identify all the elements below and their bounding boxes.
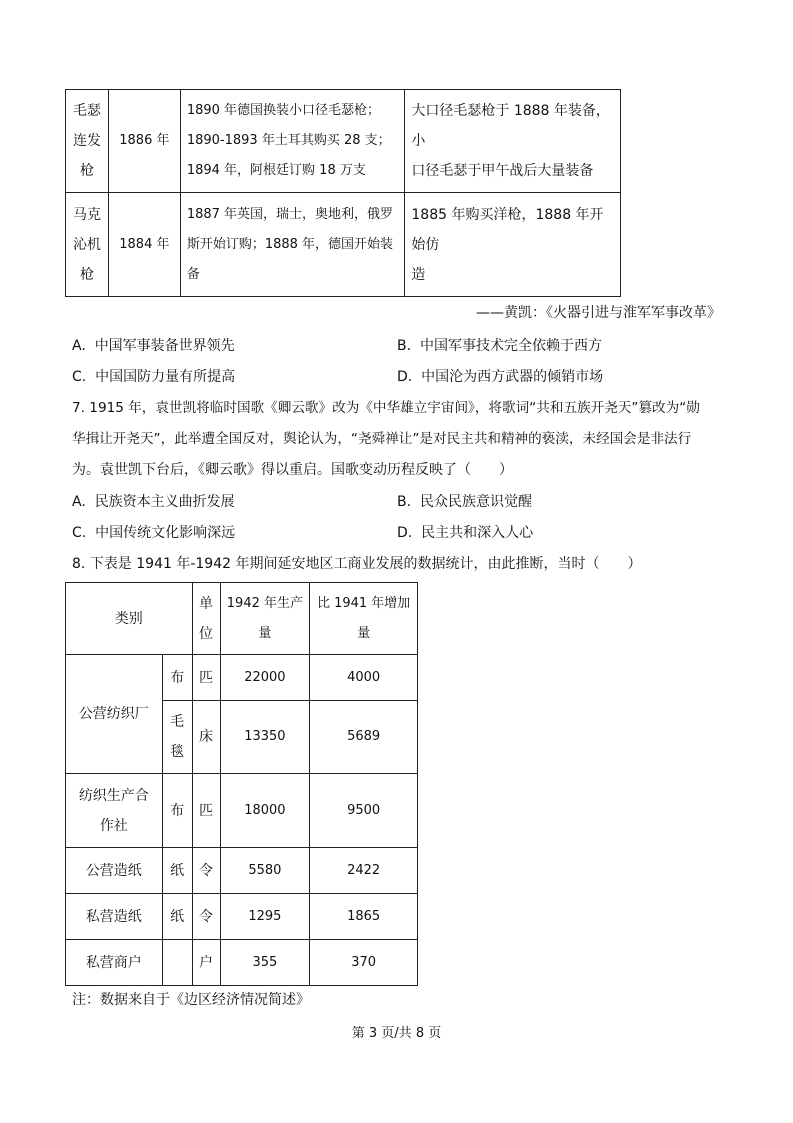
q7-stem-line1: 7. 1915 年，袁世凯将临时国歌《卿云歌》改为《中华雄立宇宙间》，将歌词“共和五族开尧天”篡改为“勋 (72, 400, 700, 416)
foreign-adoption: 1890 年德国换装小口径毛瑟枪； 1890-1893 年土耳其购买 28 支； 1894 年，阿根廷订购 18 万支 (180, 90, 405, 193)
table-row (66, 90, 621, 193)
row-unit: 匹 (192, 774, 220, 848)
row-increase: 1865 (310, 894, 418, 940)
row-increase: 9500 (310, 774, 418, 848)
header-unit: 单 位 (192, 583, 220, 655)
table-row (66, 848, 418, 894)
q7-stem-line2: 华揖让开尧天”，此举遭全国反对，舆论认为，“尧舜禅让”是对民主共和精神的亵渎，未经国会是非法行 (72, 431, 692, 447)
q6-option-b[interactable]: B. 中国军事技术完全依赖于西方 (397, 338, 602, 354)
row-item: 纸 (162, 894, 192, 940)
q7-option-c[interactable]: C. 中国传统文化影响深远 (72, 525, 236, 541)
row-item: 毛 毯 (162, 701, 192, 774)
weapon-name: 毛瑟 连发 枪 (66, 90, 109, 193)
q6-option-d[interactable]: D. 中国沦为西方武器的倾销市场 (397, 369, 604, 385)
row-group: 私营商户 (66, 940, 163, 986)
header-increase: 比 1941 年增加 量 (310, 583, 418, 655)
row-unit: 令 (192, 894, 220, 940)
foreign-adoption: 1887 年英国，瑞士，奥地利，俄罗 斯开始订购；1888 年，德国开始装 备 (180, 193, 405, 297)
row-item (162, 940, 192, 986)
row-production: 13350 (220, 701, 310, 774)
table1-source: ——黄凯：《火器引进与淮军军事改革》 (476, 305, 721, 321)
q6-option-c[interactable]: C. 中国国防力量有所提高 (72, 369, 236, 385)
table-row (66, 655, 418, 701)
row-item: 纸 (162, 848, 192, 894)
weapons-table (65, 89, 621, 297)
row-increase: 370 (310, 940, 418, 986)
row-group: 私营造纸 (66, 894, 163, 940)
row-production: 1295 (220, 894, 310, 940)
row-group: 公营造纸 (66, 848, 163, 894)
q8-note: 注：数据来自于《边区经济情况简述》 (72, 992, 310, 1008)
economy-table (65, 582, 418, 986)
q7-stem-line3: 为。袁世凯下台后，《卿云歌》得以重启。国歌变动历程反映了（ ） (72, 462, 513, 478)
row-increase: 5689 (310, 701, 418, 774)
row-unit: 户 (192, 940, 220, 986)
row-unit: 床 (192, 701, 220, 774)
q8-stem: 8. 下表是 1941 年-1942 年期间延安地区工商业发展的数据统计，由此推断，当时（ ） (72, 556, 642, 572)
row-item: 布 (162, 774, 192, 848)
page-footer: 第 3 页/共 8 页 (351, 1026, 442, 1041)
header-category: 类别 (66, 583, 193, 655)
row-production: 18000 (220, 774, 310, 848)
row-increase: 2422 (310, 848, 418, 894)
table-row (66, 894, 418, 940)
table-header-row (66, 583, 418, 655)
row-item: 布 (162, 655, 192, 701)
row-unit: 匹 (192, 655, 220, 701)
row-production: 5580 (220, 848, 310, 894)
q7-option-d[interactable]: D. 民主共和深入人心 (397, 525, 534, 541)
q7-option-b[interactable]: B. 民众民族意识觉醒 (397, 494, 532, 510)
weapon-name: 马克 沁机 枪 (66, 193, 109, 297)
q6-option-a[interactable]: A. 中国军事装备世界领先 (72, 338, 235, 354)
china-adoption: 1885 年购买洋枪，1888 年开始仿 造 (405, 193, 621, 297)
header-production: 1942 年生产 量 (220, 583, 310, 655)
table-row (66, 774, 418, 848)
row-production: 355 (220, 940, 310, 986)
row-group: 纺织生产合 作社 (66, 774, 163, 848)
invention-year: 1884 年 (108, 193, 180, 297)
invention-year: 1886 年 (108, 90, 180, 193)
china-adoption: 大口径毛瑟枪于 1888 年装备，小 口径毛瑟于甲午战后大量装备 (405, 90, 621, 193)
row-production: 22000 (220, 655, 310, 701)
row-increase: 4000 (310, 655, 418, 701)
table-row (66, 193, 621, 297)
row-unit: 令 (192, 848, 220, 894)
row-group: 公营纺织厂 (66, 655, 163, 774)
q7-option-a[interactable]: A. 民族资本主义曲折发展 (72, 494, 235, 510)
table-row (66, 940, 418, 986)
